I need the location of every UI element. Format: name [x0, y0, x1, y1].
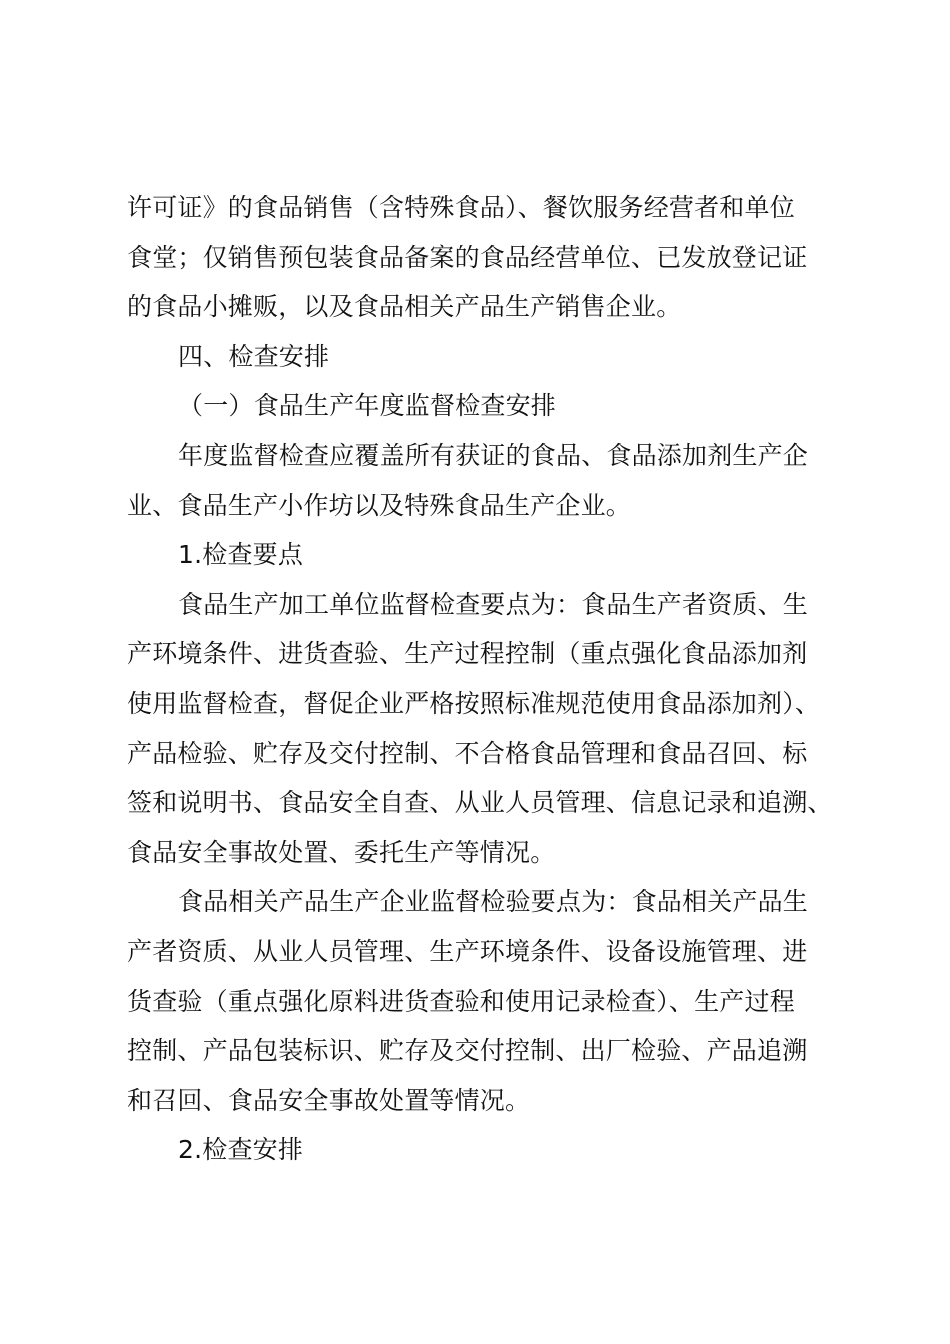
- paragraph-line: 食品安全事故处置、委托生产等情况。: [127, 837, 556, 867]
- subsection-heading: （一）食品生产年度监督检查安排: [178, 391, 557, 421]
- section-heading: 四、检查安排: [178, 341, 330, 371]
- paragraph-line: 业、食品生产小作坊以及特殊食品生产企业。: [127, 490, 632, 520]
- paragraph-line: 食品生产加工单位监督检查要点为：食品生产者资质、生: [178, 589, 809, 619]
- paragraph-line: 的食品小摊贩，以及食品相关产品生产销售企业。: [127, 292, 682, 322]
- document-body: [127, 183, 847, 1175]
- paragraph-line: 食品相关产品生产企业监督检验要点为：食品相关产品生: [178, 887, 809, 917]
- paragraph-line: 产者资质、从业人员管理、生产环境条件、设备设施管理、进: [127, 936, 808, 966]
- paragraph-line: 签和说明书、食品安全自查、从业人员管理、信息记录和追溯、: [127, 788, 833, 818]
- paragraph-line: 使用监督检查，督促企业严格按照标准规范使用食品添加剂）、: [127, 688, 821, 718]
- paragraph-line: 年度监督检查应覆盖所有获证的食品、食品添加剂生产企: [178, 440, 809, 470]
- item-heading: 2.检查安排: [178, 1135, 304, 1165]
- paragraph-line: 食堂；仅销售预包装食品备案的食品经营单位、已发放登记证: [127, 242, 808, 272]
- paragraph-line: 控制、产品包装标识、贮存及交付控制、出厂检验、产品追溯: [127, 1036, 808, 1066]
- paragraph-line: 产品检验、贮存及交付控制、不合格食品管理和食品召回、标: [127, 738, 808, 768]
- paragraph-line: 许可证》的食品销售（含特殊食品）、餐饮服务经营者和单位: [127, 193, 795, 222]
- paragraph-line: 产环境条件、进货查验、生产过程控制（重点强化食品添加剂: [127, 639, 808, 669]
- item-heading: 1.检查要点: [178, 540, 304, 570]
- paragraph-line: 和召回、食品安全事故处置等情况。: [127, 1085, 531, 1115]
- paragraph-line: 货查验（重点强化原料进货查验和使用记录检查）、生产过程: [127, 986, 795, 1016]
